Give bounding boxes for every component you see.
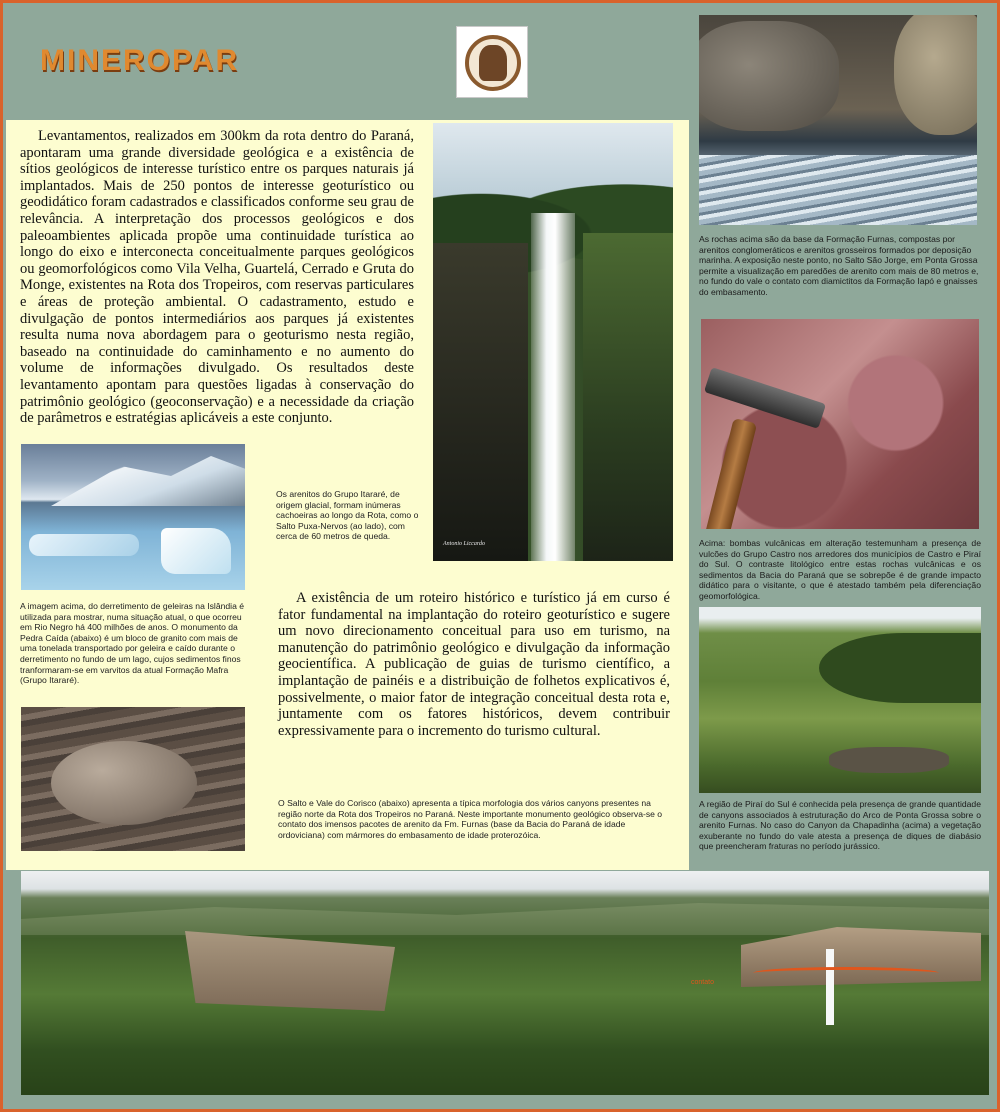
waterfall-photo (433, 123, 673, 561)
boulder-left (699, 21, 839, 131)
sandstone-cliff-left (185, 931, 395, 1011)
chapadinha-canyon-photo (699, 607, 981, 793)
rock-outcrop (829, 747, 949, 773)
rocks-caption: As rochas acima são da base da Formação Furnas, compostas por arenitos conglomeráticos e arenitos grosseiros formados por deposição marinha. A exposição neste ponto, no Salto São Jorge, em Ponta Grossa permite a visualização em paredões de arenito com mais de 80 metros e, no fundo do vale o contato com diamictitos da Formação Iapó e gnaisses do embasamento. (699, 234, 979, 297)
ice-block (161, 528, 231, 574)
stream-water (699, 155, 977, 225)
corisco-caption: O Salto e Vale do Corisco (abaixo) apresenta a típica morfologia dos vários canyons presentes na região norte da Rota dos Tropeiros no Paraná. Neste importante monumento geológico observa-se o contato dos imensos pacotes de arenito da Fm. Furnas (base da Bacia do Paraná de idade ordoviciana) com mármores do embasamento de idade proterozóica. (278, 798, 663, 840)
photo-signature: Antonio Liccardo (443, 541, 485, 547)
contact-label: contato (691, 979, 714, 986)
hammer-head (704, 367, 826, 429)
rock-wall-left (433, 243, 528, 561)
glacier-mountain (51, 456, 245, 506)
rock-wall-right (583, 233, 673, 561)
glacier-photo (21, 444, 245, 590)
seal-figure (479, 45, 507, 81)
boulder-right (894, 15, 977, 135)
granite-boulder (51, 741, 197, 825)
geologic-contact-line (753, 967, 939, 979)
mineropar-logo: MINEROPAR (40, 44, 240, 77)
intro-paragraph: Levantamentos, realizados em 300km da rota dentro do Paraná, apontaram uma grande diversidade geológica e a existência de sítios geológicos de interesse turístico entre os parques naturais já implantados. Mais de 250 pontos de interesse geoturístico ou geodidático foram cadastrados e classificados conforme seu grau de relevância. A interpretação dos processos geológicos e dos paleoambientes aplicada propõe uma continuidade turística ao longo do eixo e interconecta conceitualmente parques geológicos ou geomorfológicos como Vila Velha, Guartelá, Cerrado e Gruta do Monge, existentes na Rota dos Tropeiros, com reservas particulares e áreas de proteção ambiental. O cadastramento, estudo e divulgação de pontos intermediários aos parques já existentes resulta numa nova abordagem para o geoturismo nesta região, baseado na continuidade do caminhamento e no aumento do volume de informações divulgado. Os resultados deste levantamento apontam para questões ligadas à conservação do patrimônio geológico (geoconservação) e a necessidade da criação de parâmetros e estratégias aplicáveis a este conjunto. (20, 128, 414, 427)
volcanic-caption: Acima: bombas vulcânicas em alteração testemunham a presença de vulcões do Grupo Castro nos arredores dos municípios de Castro e Piraí do Sul. O contraste litológico entre estas rochas vulcânicas e os sedimentos da Bacia do Paraná que se sobrepõe é de grande impacto didático para o visitante, o que é atestado também pela diferenciação geomorfológica. (699, 538, 981, 601)
waterfall-caption: Os arenitos do Grupo Itararé, de origem glacial, formam inúmeras cachoeiras ao longo da Rota, como o Salto Puxa-Nervos (ao lado), com cerca de 60 metros de queda. (276, 489, 419, 542)
corisco-canyon-panorama (21, 871, 989, 1095)
pedra-caida-photo (21, 707, 245, 851)
volcanic-bombs-photo (701, 319, 979, 529)
glacier-caption: A imagem acima, do derretimento de geleiras na Islândia é utilizada para mostrar, numa situação atual, o que ocorreu em Rio Negro há 400 milhões de anos. O monumento da Pedra Caída (abaixo) é um bloco de granito com mais de uma tonelada transportado por geleira e caído durante o derretimento no fundo de um lago, cujos sedimentos finos tranformaram-se em varvitos da atual Formação Mafra (Grupo Itararé). (20, 601, 245, 686)
valley (819, 633, 981, 703)
ice-floe (29, 534, 139, 556)
corisco-waterfall (826, 949, 834, 1025)
waterfall-stream (531, 213, 575, 561)
header-band (6, 6, 689, 118)
institution-seal (456, 26, 528, 98)
pirai-caption: A região de Piraí do Sul é conhecida pela presença de grande quantidade de canyons associados à estruturação do Arco de Ponta Grossa sobre o arenito Furnas. No caso do Canyon da Chapadinha (acima) a vegetação exuberante no fundo do vale atesta a presença de diques de diabásio que preencheram fraturas no período jurássico. (699, 799, 981, 852)
middle-paragraph: A existência de um roteiro histórico e turístico já em curso é fator fundamental na implantação do roteiro geoturístico e sugere um novo direcionamento conceitual para uso em turismo, na manutenção do patrimônio geológico e divulgação da informação geocientífica. A publicação de guias de turismo científico, a implantação de painéis e a distribuição de folhetos explicativos é, possivelmente, o maior fator de integração conceitual desta rota e, juntamente com os fatores históricos, devem contribuir expressivamente para o incremento do turismo cultural. (278, 590, 670, 739)
hammer-handle (705, 418, 757, 529)
furnas-rocks-photo (699, 15, 977, 225)
